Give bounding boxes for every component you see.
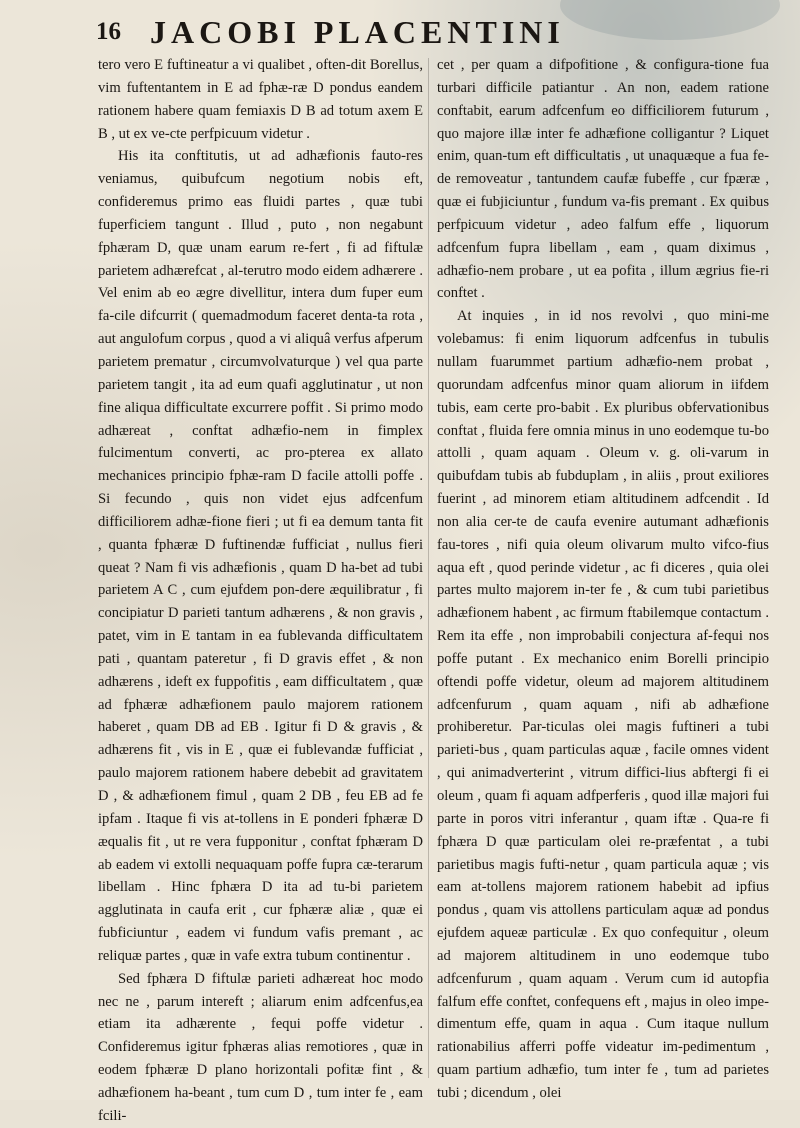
right-column bbox=[437, 54, 769, 1105]
left-column bbox=[98, 54, 423, 1128]
right-paragraph-1: cet , per quam a difpofitione , & configura-tione fua turbari difficile patiantur . An non, eadem ratione conftabit, earum adfcenfum eo difficiliorem futurum , quo majore illæ inter fe adhæfione colligantur ? Liquet enim, quan-tum eft difficultatis , ut unaquæque a fua fe-de removeatur , tantundem caufæ fubeffe , cur fpæræ , quæ ei fubjiciuntur , fundum va-fis premant . Ex quibus perfpicuum videtur , adeo falfum effe , liquorum adfcenfum fupra libellam , eam , quam diximus , adhæfio-nem probare , ut ea pofita , illum ægrius fie-ri conftet . bbox=[437, 57, 769, 302]
right-paragraph-2: At inquies , in id nos revolvi , quo mini-me volebamus: fi enim liquorum adfcenfus in tubulis nullam fuarummet partium adhæfio-nem probat , quorundam adfcenfus minor quam aliorum in iifdem tubis, eam certe pro-babit . Ex pluribus obfervationibus conftat , fluida fere omnia minus in uno eodemque tu-bo attolli , quam aquam . Oleum v. g. oli-varum in quibufdam tubis ab fubduplam , in aliis , prout exiliores fuerint , ad minorem etiam altitudinem adfcendit . Id non alia cer-te de caufa evenire autumant adhæfionis fau-tores , nifi quia oleum olivarum multo vifco-fius aqua eft , quod perinde videtur , ac fi diceres , quia olei partes multo majorem in-ter fe , & cum tubi parietibus adhæfionem habent , ac firmum ftabilemque contactum . Rem ita effe , non improbabili conjectura af-fequi nos poffe putant . Ex mechanico enim Borelli principio oftendi poffe videtur, oleum ad majorem altitudinem adfcenfurum , quam aquam , nifi ab adhæfione prohiberetur. Par-ticulas olei magis fuftineri a tubi parieti-bus , quam particulas aquæ , facile omnes vident , qui animadverterint , vitrum diffici-lius abftergi fi ei oleum , quam fi aquam adfperferis , quod illæ majori fui parte in poros vitri inferantur , quam iftæ . Qua-re fi fphæra D quæ particulam olei re-præfentat , a tubi parietibus magis fufti-netur , quam particula aquæ ; vis eam at-tollens majorem rationem habebit ad ipfius pondus , quam vis attollens particulam aquæ ad pondus ejufdem aqueæ particulæ . Ex quo confequitur , oleum ad majorem altitudinem in uno eodemque tubo adfcenfurum , quam aquam . Verum cum id autopfia falfum effe conftet, confequens eft , majus in oleo impe-dimentum effe, quam in aqua . Cum itaque nullum rationabilius afferri poffe videatur im-pedimentum , quam partium adhæfio, tum inter fe , tum ad parietes tubi ; dicendum , olei bbox=[437, 308, 769, 1101]
left-paragraph-2: His ita conftitutis, ut ad adhæfionis fauto-res veniamus, quibufcum negotium nobis eft, confideremus primo eas fluidi partes , quæ tubi fuperficiem tangunt . Illud , puto , non negabunt fphæram D, quæ unam earum re-fert , fi ad fiftulæ parietem adhærefcat , al-terutro modo eidem adhærere . Vel enim ab eo ægre divellitur, intera dum fuper eum fa-cile difcurrit ( quemadmodum faceret denta-ta rota , aut angulofum corpus , quod a vi aliquâ verfus afperum parietem prematur , circumvolvaturque ) vel qua parte parietem tangit , ita ad eum quafi agglutinatur , ut non fine aliqua difficultate excurrere poffit . Si primo modo adhæreat , conftat adhæfio-nem in fimplex fulcimentum converti, ac pro-pterea ex allato mechanices principio fphæ-ram D facile attolli poffe . Si fecundo , quis non videt ejus adfcenfum difficiliorem adhæ-fione fieri ; ut fi ea demum tanta fit , quanta fphæræ D fuftinendæ fufficiat , nullus fieri queat ? Nam fi vis adhæfionis , quam D ha-bet ad tubi parietem A C , cum ejufdem pon-dere æquilibratur , fi concipiatur D parieti tantum adhærens , & non gravis , patet, vim in E tantam in ea fublevanda difficultatem pati , quantam pateretur , fi D gravis effet , & non adhærens , ideft ex fuppofitis , eam difficultatem , quæ ad fphæræ adhæfionem paulo majorem rationem haberet , quam DB ad EB . Igitur fi D & gravis , & adhærens fit , vis in E , quæ ei fublevandæ fufficiat , paulo majorem rationem habere debebit ad gravitatem D , & adhæfionem fimul , quam 2 DB , feu EB ad fe ipfam . Itaque fi vis at-tollens in E ponderi fphæræ D æqualis fit , ut re vera fupponitur , conftat fphæram D ab eadem vi extolli nequaquam poffe fupra cæ-terarum libellam . Hinc fphæra D ita ad tu-bi parietem agglutinata in caufa erit , cur fphæræ aliæ , quæ ei fubficiuntur , eadem vi fundum vafis premant , ac reliquæ partes , quæ in vafe extra tubum continentur . bbox=[98, 148, 423, 964]
left-paragraph-1: tero vero E fuftineatur a vi qualibet , often-dit Borellus, vim fuftentantem in E ad fphæ-ræ D pondus eandem rationem habere quam femiaxis D B ad totum axem E B , ut ex ve-cte perfpicuum videtur . bbox=[98, 57, 423, 142]
running-title: JACOBI PLACENTINI bbox=[150, 14, 565, 50]
left-paragraph-3: Sed fphæra D fiftulæ parieti adhæreat hoc modo nec ne , parum intereft ; aliarum enim adfcenfus,ea etiam ita adhærente , fequi poffe videtur . Confideremus igitur fphæras alias remotiores , quæ in eodem fphæræ D plano horizontali pofitæ fint , & adhæfionem ha-beant , tum cum D , tum inter fe , eam fcili- bbox=[98, 970, 423, 1124]
page-header bbox=[0, 8, 800, 52]
page-number: 16 bbox=[96, 18, 121, 45]
column-divider bbox=[428, 58, 429, 1078]
